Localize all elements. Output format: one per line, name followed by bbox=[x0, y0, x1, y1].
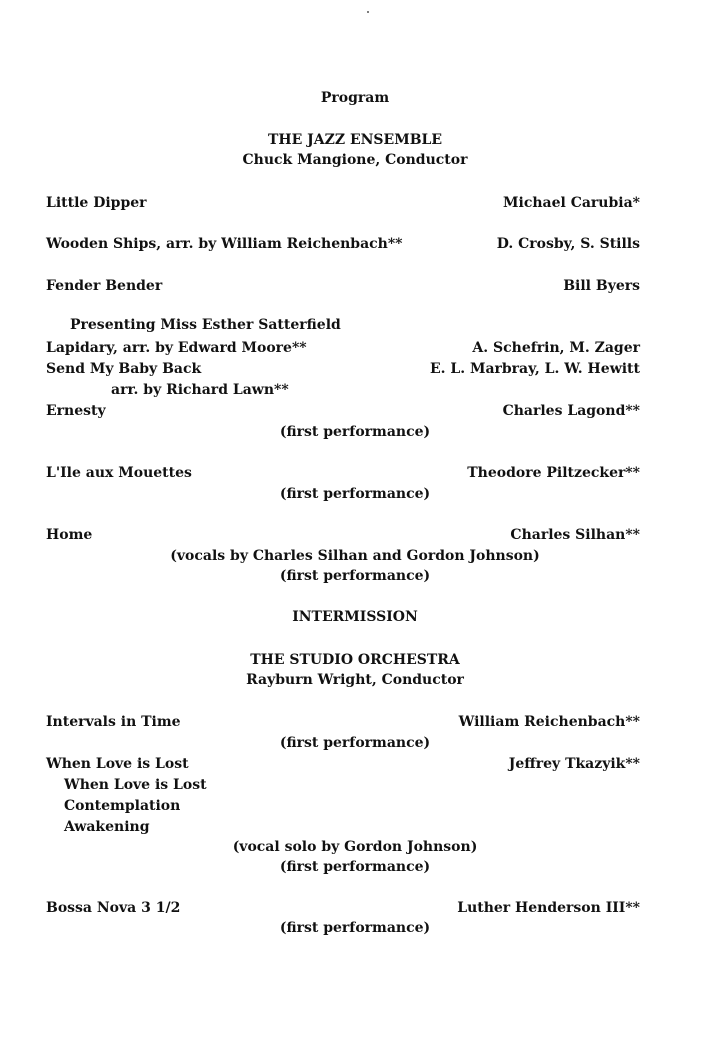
piece-title: Ernesty bbox=[46, 403, 106, 419]
piece-title: L'Ile aux Mouettes bbox=[46, 465, 192, 481]
paper-speck bbox=[367, 11, 369, 13]
performance-note: (first performance) bbox=[279, 486, 431, 502]
ensemble-conductor: Rayburn Wright, Conductor bbox=[246, 672, 464, 688]
piece-title: Intervals in Time bbox=[46, 714, 181, 730]
piece-composer: Luther Henderson III** bbox=[457, 900, 640, 916]
piece-composer: Charles Silhan** bbox=[510, 527, 640, 543]
presenting-line: Presenting Miss Esther Satterfield bbox=[70, 317, 341, 333]
movement-item: When Love is Lost bbox=[64, 777, 207, 793]
vocal-note: (vocal solo by Gordon Johnson) bbox=[232, 839, 478, 855]
piece-title: Wooden Ships, arr. by William Reichenbach** bbox=[46, 236, 403, 252]
piece-composer: William Reichenbach** bbox=[458, 714, 640, 730]
performance-note: (first performance) bbox=[279, 568, 431, 584]
movement-item: Contemplation bbox=[64, 798, 181, 814]
piece-title-fraction: 1/2 bbox=[155, 900, 181, 916]
performance-note: (first performance) bbox=[279, 920, 431, 936]
performance-note: (first performance) bbox=[279, 424, 431, 440]
ensemble-title: THE STUDIO ORCHESTRA bbox=[250, 652, 460, 668]
program-heading: Program bbox=[320, 90, 390, 106]
piece-title: Home bbox=[46, 527, 93, 543]
piece-composer: Charles Lagond** bbox=[502, 403, 640, 419]
piece-composer: A. Schefrin, M. Zager bbox=[472, 340, 640, 356]
piece-title: Fender Bender bbox=[46, 278, 163, 294]
piece-composer: Theodore Piltzecker** bbox=[467, 465, 640, 481]
performance-note: (first performance) bbox=[279, 735, 431, 751]
vocals-note: (vocals by Charles Silhan and Gordon Johnson) bbox=[170, 548, 540, 564]
piece-composer: Jeffrey Tkazyik** bbox=[508, 756, 640, 772]
ensemble-title: THE JAZZ ENSEMBLE bbox=[267, 132, 443, 148]
piece-composer: Michael Carubia* bbox=[503, 195, 640, 211]
ensemble-conductor: Chuck Mangione, Conductor bbox=[242, 152, 468, 168]
piece-title: Little Dipper bbox=[46, 195, 147, 211]
piece-title: When Love is Lost bbox=[46, 756, 189, 772]
piece-composer: Bill Byers bbox=[563, 278, 640, 294]
piece-title bbox=[46, 899, 180, 917]
intermission-heading: INTERMISSION bbox=[292, 609, 418, 625]
piece-composer: D. Crosby, S. Stills bbox=[496, 236, 640, 252]
movement-item: Awakening bbox=[64, 819, 150, 835]
performance-note: (first performance) bbox=[279, 859, 431, 875]
arranger-line: arr. by Richard Lawn** bbox=[111, 382, 289, 398]
piece-title: Lapidary, arr. by Edward Moore** bbox=[46, 340, 307, 356]
piece-composer: E. L. Marbray, L. W. Hewitt bbox=[429, 361, 640, 377]
piece-title-main: Bossa Nova 3 bbox=[46, 900, 151, 916]
piece-title: Send My Baby Back bbox=[46, 361, 202, 377]
